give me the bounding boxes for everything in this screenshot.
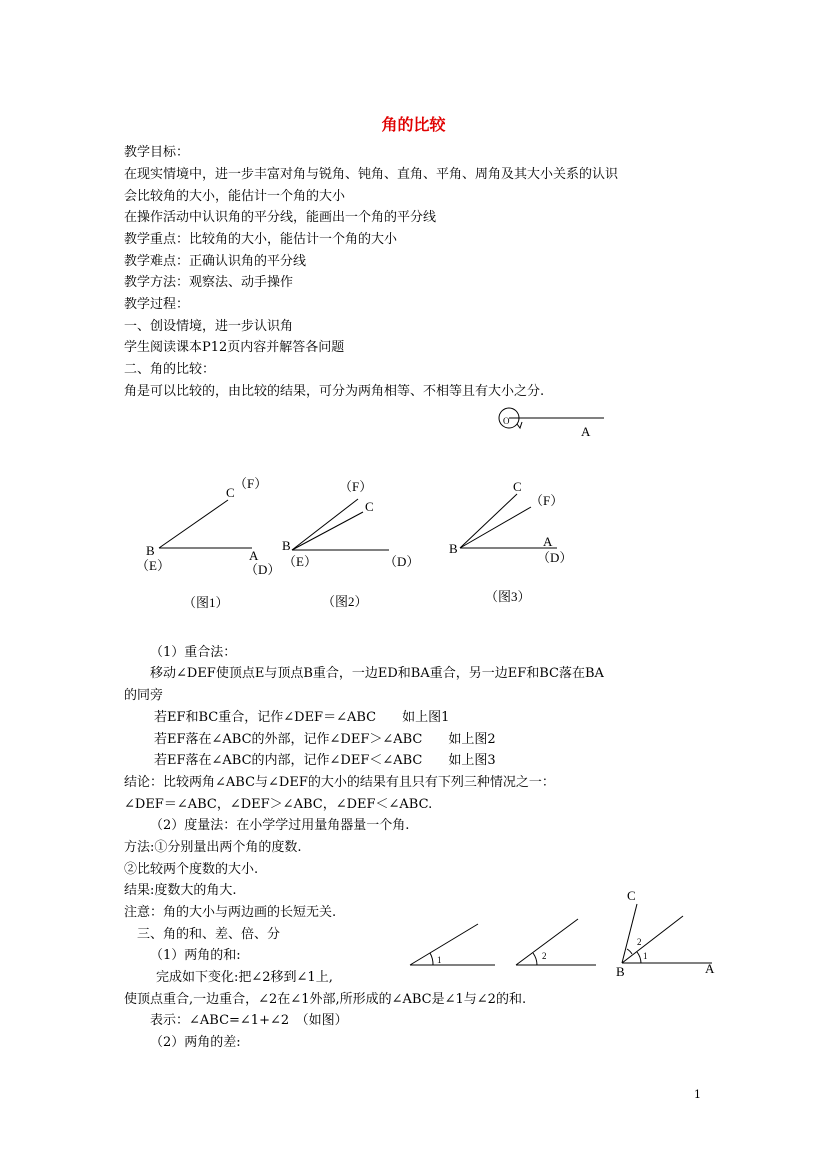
angle1-number: 1 <box>437 955 442 965</box>
combined-arc-2 <box>627 949 632 954</box>
fig3-label-a: A <box>543 534 553 549</box>
text-line: 二、角的比较： <box>124 362 216 377</box>
combined-label-c: C <box>627 888 636 903</box>
text-line: 一、创设情境，进一步认识角 <box>124 319 294 334</box>
page-title: 角的比较 <box>381 115 446 134</box>
angle1-arc <box>430 953 433 965</box>
text-line: 结果:度数大的角大. <box>124 883 237 898</box>
text-line: 若EF落在∠ABC的外部，记作∠DEF＞∠ABC 如上图2 <box>154 732 496 747</box>
text-line: （1）重合法： <box>150 645 237 660</box>
fig3-label-b: B <box>449 541 458 556</box>
angle1-side-ray <box>410 924 478 965</box>
text-line: ②比较两个度数的大小. <box>124 862 259 877</box>
fig1-caption: （图1） <box>183 595 229 610</box>
text-line: 结论：比较两角∠ABC与∠DEF的大小的结果有且只有下列三种情况之一： <box>124 775 555 790</box>
fig1-label-f: （F） <box>234 476 268 491</box>
label-a: A <box>581 424 591 439</box>
fig3-ray-bf <box>460 507 531 548</box>
fig2-ray-bf <box>292 499 358 550</box>
combined-middle-ray <box>622 916 683 963</box>
angle2-number: 2 <box>542 951 547 961</box>
fig2-label-c: C <box>365 499 374 514</box>
fig2-caption: （图2） <box>322 594 368 609</box>
fig2-label-e: （E） <box>283 554 317 569</box>
fig3-label-f: （F） <box>530 493 564 508</box>
label-o: O <box>503 416 510 426</box>
fig1-label-e: （E） <box>136 558 170 573</box>
fig2-label-b: B <box>282 538 291 553</box>
text-line: 会比较角的大小，能估计一个角的大小 <box>124 189 346 204</box>
text-line: ∠DEF＝∠ABC，∠DEF＞∠ABC，∠DEF＜∠ABC. <box>124 797 433 812</box>
combined-label-a: A <box>705 961 715 976</box>
fig2-label-d: （D） <box>384 554 420 569</box>
combined-number-2: 2 <box>637 937 642 947</box>
text-line: 教学重点：比较角的大小，能估计一个角的大小 <box>124 232 398 247</box>
text-line: 使顶点重合,一边重合，∠2在∠1外部,所形成的∠ABC是∠1与∠2的和. <box>124 992 527 1007</box>
fig1-label-c: C <box>226 485 235 500</box>
text-line: （1）两角的和: <box>150 948 241 963</box>
text-line: 方法:①分别量出两个角的度数. <box>124 840 302 855</box>
angle2-side-ray <box>516 919 578 965</box>
text-line: 教学难点：正确认识角的平分线 <box>124 254 307 269</box>
text-line: 在现实情境中，进一步丰富对角与锐角、钝角、直角、平角、周角及其大小关系的认识 <box>124 167 619 182</box>
text-line: 注意：角的大小与两边画的长短无关. <box>124 905 337 920</box>
text-line: 移动∠DEF使顶点E与顶点B重合，一边ED和BA重合，另一边EF和BC落在BA <box>150 666 604 681</box>
text-line: 表示：∠ABC=∠1+∠2 （如图） <box>150 1013 348 1028</box>
text-line: 三、角的和、差、倍、分 <box>137 927 281 942</box>
text-line: 教学过程： <box>124 297 190 312</box>
text-line: 教学目标： <box>124 145 190 160</box>
text-line: 若EF和BC重合，记作∠DEF＝∠ABC 如上图1 <box>154 710 450 725</box>
fig3-label-c: C <box>513 479 522 494</box>
text-line: （2）度量法：在小学学过用量角器量一个角. <box>150 818 410 833</box>
fig3-caption: （图3） <box>485 589 531 604</box>
combined-ray-bc <box>622 904 637 963</box>
fig1-ray-bc <box>159 500 228 548</box>
text-line: 学生阅读课本P12页内容并解答各问题 <box>124 340 345 355</box>
angle2-arc <box>533 953 537 965</box>
combined-arc-1 <box>637 952 641 963</box>
page-number: 1 <box>694 1088 701 1101</box>
text-line: 角是可以比较的，由比较的结果，可分为两角相等、不相等且有大小之分. <box>124 384 545 399</box>
fig1-label-d: （D） <box>245 562 281 577</box>
fig3-ray-bc <box>460 494 517 548</box>
fig1-label-a: A <box>249 548 259 563</box>
combined-label-b: B <box>616 964 625 979</box>
text-line: 的同旁 <box>124 688 164 703</box>
text-line: 完成如下变化:把∠2移到∠1上, <box>156 970 333 985</box>
text-line: （2）两角的差: <box>150 1035 241 1050</box>
text-line: 若EF落在∠ABC的内部，记作∠DEF＜∠ABC 如上图3 <box>154 753 496 768</box>
fig2-ray-bc <box>292 512 363 550</box>
combined-number-1: 1 <box>643 951 648 961</box>
text-line: 在操作活动中认识角的平分线，能画出一个角的平分线 <box>124 210 437 225</box>
text-line: 教学方法：观察法、动手操作 <box>124 275 294 290</box>
fig1-label-b: B <box>146 543 155 558</box>
fig2-label-f: （F） <box>339 479 373 494</box>
fig3-label-d: （D） <box>537 550 573 565</box>
